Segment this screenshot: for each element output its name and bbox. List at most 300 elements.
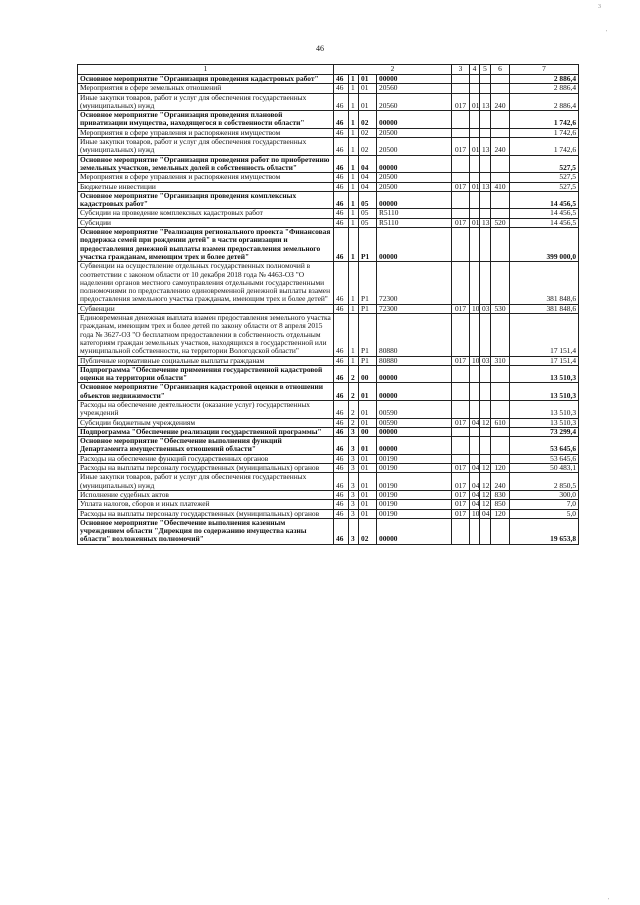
code-grbs: 017 bbox=[452, 304, 470, 313]
code-direction: 20560 bbox=[377, 93, 452, 111]
code-event: 04 bbox=[359, 182, 377, 191]
code-direction: 00190 bbox=[377, 509, 452, 518]
header-col-5: 5 bbox=[480, 65, 491, 75]
table-row bbox=[78, 418, 579, 427]
code-subprogram: 1 bbox=[349, 218, 359, 227]
code-subsection bbox=[480, 173, 491, 182]
code-grbs: 017 bbox=[452, 490, 470, 499]
code-subprogram: 1 bbox=[349, 356, 359, 365]
code-grbs bbox=[452, 383, 470, 401]
code-subsection bbox=[480, 518, 491, 544]
row-name: Основное мероприятие "Организация проведения кадастровых работ" bbox=[78, 75, 334, 84]
code-event: 01 bbox=[359, 383, 377, 401]
code-event: P1 bbox=[359, 304, 377, 313]
code-section bbox=[470, 437, 480, 455]
code-section: 10 bbox=[470, 356, 480, 365]
code-program: 46 bbox=[334, 473, 349, 491]
code-program: 46 bbox=[334, 111, 349, 129]
code-expense-type: 520 bbox=[491, 218, 510, 227]
row-name: Основное мероприятие "Организация проведения плановой приватизации имущества, находящегося в собственности области" bbox=[78, 111, 334, 129]
code-program: 46 bbox=[334, 128, 349, 137]
code-subprogram: 2 bbox=[349, 365, 359, 383]
table-row bbox=[78, 509, 579, 518]
code-grbs bbox=[452, 400, 470, 418]
code-grbs bbox=[452, 228, 470, 262]
code-subprogram: 2 bbox=[349, 418, 359, 427]
table-row bbox=[78, 155, 579, 173]
row-sum: 13 510,3 bbox=[510, 400, 579, 418]
code-expense-type bbox=[491, 209, 510, 218]
code-event: P1 bbox=[359, 314, 377, 356]
code-subsection bbox=[480, 437, 491, 455]
code-grbs: 017 bbox=[452, 418, 470, 427]
header-col-4: 4 bbox=[470, 65, 480, 75]
header-col-7: 7 bbox=[510, 65, 579, 75]
table-row bbox=[78, 518, 579, 544]
code-program: 46 bbox=[334, 490, 349, 499]
code-direction: 00000 bbox=[377, 191, 452, 209]
row-name: Бюджетные инвестиции bbox=[78, 182, 334, 191]
code-subsection bbox=[480, 111, 491, 129]
code-expense-type bbox=[491, 383, 510, 401]
code-grbs bbox=[452, 191, 470, 209]
code-section bbox=[470, 191, 480, 209]
code-grbs bbox=[452, 365, 470, 383]
code-subsection bbox=[480, 400, 491, 418]
row-name: Субвенции на осуществление отдельных государственных полномочий в соответствии с законом области от 10 декабря 2018 года № 4463-ОЗ "О наделении органов местного самоуправления отдельными государственными полномочиями по предоставлению единовременной денежной выплаты взамен предоставления земельного участка гражданам, имеющим трех и более детей" bbox=[78, 262, 334, 304]
code-program: 46 bbox=[334, 218, 349, 227]
code-grbs bbox=[452, 128, 470, 137]
code-expense-type: 410 bbox=[491, 182, 510, 191]
code-section: 04 bbox=[470, 418, 480, 427]
code-subprogram: 1 bbox=[349, 75, 359, 84]
row-sum: 381 848,6 bbox=[510, 262, 579, 304]
row-name: Расходы на обеспечение функций государственных органов bbox=[78, 454, 334, 463]
code-section: 01 bbox=[470, 218, 480, 227]
code-direction: 20560 bbox=[377, 84, 452, 93]
table-row bbox=[78, 84, 579, 93]
code-subprogram: 2 bbox=[349, 400, 359, 418]
code-program: 46 bbox=[334, 437, 349, 455]
header-col-1: 1 bbox=[78, 65, 334, 75]
row-sum: 73 299,4 bbox=[510, 427, 579, 436]
row-sum: 14 456,5 bbox=[510, 218, 579, 227]
code-grbs bbox=[452, 437, 470, 455]
code-event: 05 bbox=[359, 218, 377, 227]
code-expense-type bbox=[491, 84, 510, 93]
code-event: 02 bbox=[359, 138, 377, 156]
code-subsection: 12 bbox=[480, 473, 491, 491]
code-direction: 00000 bbox=[377, 111, 452, 129]
code-section bbox=[470, 314, 480, 356]
row-sum: 2 886,4 bbox=[510, 84, 579, 93]
code-grbs bbox=[452, 75, 470, 84]
row-sum: 13 510,3 bbox=[510, 418, 579, 427]
code-section bbox=[470, 365, 480, 383]
code-section bbox=[470, 228, 480, 262]
code-subprogram: 1 bbox=[349, 191, 359, 209]
margin-mark: 3 bbox=[598, 4, 601, 10]
table-row bbox=[78, 400, 579, 418]
table-row bbox=[78, 138, 579, 156]
code-direction: R5110 bbox=[377, 218, 452, 227]
code-section: 04 bbox=[470, 473, 480, 491]
row-sum: 527,5 bbox=[510, 155, 579, 173]
code-subsection: 12 bbox=[480, 500, 491, 509]
code-subprogram: 1 bbox=[349, 138, 359, 156]
code-direction: 80880 bbox=[377, 356, 452, 365]
code-expense-type bbox=[491, 173, 510, 182]
code-direction: 00590 bbox=[377, 418, 452, 427]
row-name: Мероприятия в сфере земельных отношений bbox=[78, 84, 334, 93]
code-subsection bbox=[480, 84, 491, 93]
code-program: 46 bbox=[334, 209, 349, 218]
row-sum: 17 151,4 bbox=[510, 356, 579, 365]
code-grbs bbox=[452, 155, 470, 173]
code-subsection: 04 bbox=[480, 509, 491, 518]
code-grbs bbox=[452, 427, 470, 436]
code-section bbox=[470, 111, 480, 129]
code-direction: 00190 bbox=[377, 454, 452, 463]
code-event: 01 bbox=[359, 454, 377, 463]
code-expense-type: 310 bbox=[491, 356, 510, 365]
row-sum: 381 848,6 bbox=[510, 304, 579, 313]
code-subsection bbox=[480, 228, 491, 262]
code-expense-type bbox=[491, 155, 510, 173]
code-subprogram: 1 bbox=[349, 173, 359, 182]
row-name: Подпрограмма "Обеспечение применения государственной кадастровой оценки на территории области" bbox=[78, 365, 334, 383]
code-expense-type bbox=[491, 437, 510, 455]
table-row bbox=[78, 437, 579, 455]
code-event: 01 bbox=[359, 84, 377, 93]
code-section: 04 bbox=[470, 464, 480, 473]
code-subprogram: 3 bbox=[349, 437, 359, 455]
code-program: 46 bbox=[334, 454, 349, 463]
code-section bbox=[470, 383, 480, 401]
row-name: Основное мероприятие "Организация кадастровой оценки в отношении объектов недвижимости" bbox=[78, 383, 334, 401]
code-expense-type bbox=[491, 365, 510, 383]
code-event: 02 bbox=[359, 111, 377, 129]
code-subsection bbox=[480, 209, 491, 218]
code-event: P1 bbox=[359, 228, 377, 262]
row-sum: 399 000,0 bbox=[510, 228, 579, 262]
code-program: 46 bbox=[334, 314, 349, 356]
code-expense-type: 120 bbox=[491, 464, 510, 473]
table-row bbox=[78, 500, 579, 509]
row-name: Основное мероприятие "Организация проведения работ по приобретению земельных участков, земельных долей в собственность области" bbox=[78, 155, 334, 173]
code-direction: 00000 bbox=[377, 383, 452, 401]
row-name: Субвенции bbox=[78, 304, 334, 313]
code-subsection: 12 bbox=[480, 464, 491, 473]
row-name: Единовременная денежная выплата взамен предоставления земельного участка гражданам, имеющим трех и более детей по закону области от 8 апреля 2015 года № 3627-ОЗ "О бесплатном предоставлении в собственность отдельным категориям граждан земельных участков, находящихся в государственной или муниципальной собственности, на территории Вологодской области" bbox=[78, 314, 334, 356]
code-program: 46 bbox=[334, 138, 349, 156]
code-program: 46 bbox=[334, 418, 349, 427]
table-row bbox=[78, 262, 579, 304]
code-event: P1 bbox=[359, 356, 377, 365]
code-direction: 00190 bbox=[377, 473, 452, 491]
table-row bbox=[78, 209, 579, 218]
code-event: 00 bbox=[359, 427, 377, 436]
margin-mark: ' bbox=[608, 898, 610, 904]
code-expense-type bbox=[491, 427, 510, 436]
code-direction: 20500 bbox=[377, 182, 452, 191]
row-sum: 53 645,6 bbox=[510, 437, 579, 455]
code-section bbox=[470, 400, 480, 418]
code-subprogram: 1 bbox=[349, 209, 359, 218]
code-expense-type bbox=[491, 75, 510, 84]
code-event: 05 bbox=[359, 209, 377, 218]
row-sum: 1 742,6 bbox=[510, 128, 579, 137]
code-direction: 00000 bbox=[377, 75, 452, 84]
code-direction: 00190 bbox=[377, 464, 452, 473]
code-program: 46 bbox=[334, 75, 349, 84]
row-sum: 13 510,3 bbox=[510, 365, 579, 383]
code-program: 46 bbox=[334, 228, 349, 262]
code-section: 01 bbox=[470, 138, 480, 156]
code-program: 46 bbox=[334, 356, 349, 365]
code-expense-type: 850 bbox=[491, 500, 510, 509]
code-program: 46 bbox=[334, 93, 349, 111]
code-direction: 00000 bbox=[377, 365, 452, 383]
row-sum: 2 886,4 bbox=[510, 75, 579, 84]
header-col-6: 6 bbox=[491, 65, 510, 75]
table-row bbox=[78, 191, 579, 209]
code-section: 01 bbox=[470, 182, 480, 191]
row-name: Исполнение судебных актов bbox=[78, 490, 334, 499]
code-subprogram: 1 bbox=[349, 228, 359, 262]
code-section bbox=[470, 262, 480, 304]
code-expense-type bbox=[491, 128, 510, 137]
code-direction: 72300 bbox=[377, 262, 452, 304]
row-name: Публичные нормативные социальные выплаты гражданам bbox=[78, 356, 334, 365]
code-subsection bbox=[480, 314, 491, 356]
code-subprogram: 3 bbox=[349, 518, 359, 544]
code-subprogram: 3 bbox=[349, 490, 359, 499]
row-name: Мероприятия в сфере управления и распоряжения имуществом bbox=[78, 173, 334, 182]
row-sum: 19 653,8 bbox=[510, 518, 579, 544]
code-expense-type: 240 bbox=[491, 138, 510, 156]
code-grbs: 017 bbox=[452, 464, 470, 473]
table-row bbox=[78, 111, 579, 129]
code-program: 46 bbox=[334, 365, 349, 383]
row-name: Иные закупки товаров, работ и услуг для обеспечения государственных (муниципальных) нужд bbox=[78, 93, 334, 111]
code-subsection: 03 bbox=[480, 356, 491, 365]
code-section bbox=[470, 173, 480, 182]
row-sum: 1 742,6 bbox=[510, 138, 579, 156]
code-event: 04 bbox=[359, 155, 377, 173]
row-name: Расходы на выплаты персоналу государственных (муниципальных) органов bbox=[78, 509, 334, 518]
code-subprogram: 1 bbox=[349, 155, 359, 173]
code-subprogram: 1 bbox=[349, 304, 359, 313]
code-program: 46 bbox=[334, 173, 349, 182]
code-expense-type bbox=[491, 111, 510, 129]
header-col-2: 2 bbox=[334, 65, 452, 75]
code-subsection: 13 bbox=[480, 93, 491, 111]
code-program: 46 bbox=[334, 509, 349, 518]
code-subprogram: 1 bbox=[349, 84, 359, 93]
page-number: 46 bbox=[316, 44, 324, 53]
code-section: 04 bbox=[470, 490, 480, 499]
code-section bbox=[470, 427, 480, 436]
row-name: Субсидии bbox=[78, 218, 334, 227]
code-direction: 20500 bbox=[377, 173, 452, 182]
row-name: Иные закупки товаров, работ и услуг для обеспечения государственных (муниципальных) нужд bbox=[78, 138, 334, 156]
code-expense-type: 830 bbox=[491, 490, 510, 499]
code-event: 01 bbox=[359, 464, 377, 473]
code-expense-type: 610 bbox=[491, 418, 510, 427]
code-program: 46 bbox=[334, 518, 349, 544]
code-event: 01 bbox=[359, 437, 377, 455]
code-grbs bbox=[452, 111, 470, 129]
code-subsection: 13 bbox=[480, 218, 491, 227]
row-name: Основное мероприятие "Обеспечение выполнения казенным учреждением области "Дирекция по содержанию имущества казны области" возложенных полномочий" bbox=[78, 518, 334, 544]
code-grbs bbox=[452, 209, 470, 218]
code-event: P1 bbox=[359, 262, 377, 304]
header-col-3: 3 bbox=[452, 65, 470, 75]
code-program: 46 bbox=[334, 400, 349, 418]
code-event: 01 bbox=[359, 75, 377, 84]
code-direction: 00190 bbox=[377, 490, 452, 499]
code-direction: 00590 bbox=[377, 400, 452, 418]
code-grbs bbox=[452, 314, 470, 356]
row-name: Субсидии на проведение комплексных кадастровых работ bbox=[78, 209, 334, 218]
table-row bbox=[78, 383, 579, 401]
code-program: 46 bbox=[334, 84, 349, 93]
code-subsection: 03 bbox=[480, 304, 491, 313]
code-event: 01 bbox=[359, 500, 377, 509]
code-event: 02 bbox=[359, 518, 377, 544]
code-event: 01 bbox=[359, 490, 377, 499]
code-subprogram: 1 bbox=[349, 93, 359, 111]
code-direction: R5110 bbox=[377, 209, 452, 218]
code-subprogram: 3 bbox=[349, 509, 359, 518]
row-name: Подпрограмма "Обеспечение реализации государственной программы" bbox=[78, 427, 334, 436]
code-grbs bbox=[452, 262, 470, 304]
code-subsection: 12 bbox=[480, 418, 491, 427]
code-program: 46 bbox=[334, 427, 349, 436]
code-subprogram: 3 bbox=[349, 464, 359, 473]
table-row bbox=[78, 228, 579, 262]
code-expense-type: 120 bbox=[491, 509, 510, 518]
code-expense-type bbox=[491, 314, 510, 356]
table-row bbox=[78, 365, 579, 383]
code-event: 01 bbox=[359, 400, 377, 418]
row-name: Расходы на обеспечение деятельности (оказание услуг) государственных учреждений bbox=[78, 400, 334, 418]
code-grbs bbox=[452, 173, 470, 182]
code-event: 01 bbox=[359, 473, 377, 491]
code-subsection bbox=[480, 262, 491, 304]
row-sum: 14 456,5 bbox=[510, 209, 579, 218]
code-direction: 00000 bbox=[377, 228, 452, 262]
code-subsection bbox=[480, 365, 491, 383]
row-name: Уплата налогов, сборов и иных платежей bbox=[78, 500, 334, 509]
row-sum: 2 886,4 bbox=[510, 93, 579, 111]
code-subprogram: 3 bbox=[349, 500, 359, 509]
code-subsection bbox=[480, 155, 491, 173]
code-direction: 00000 bbox=[377, 437, 452, 455]
row-name: Иные закупки товаров, работ и услуг для обеспечения государственных (муниципальных) нужд bbox=[78, 473, 334, 491]
code-program: 46 bbox=[334, 383, 349, 401]
code-subsection bbox=[480, 427, 491, 436]
code-section bbox=[470, 518, 480, 544]
margin-mark: ' bbox=[606, 30, 608, 36]
row-sum: 17 151,4 bbox=[510, 314, 579, 356]
code-subsection: 13 bbox=[480, 138, 491, 156]
code-event: 01 bbox=[359, 418, 377, 427]
code-subsection bbox=[480, 191, 491, 209]
row-name: Расходы на выплаты персоналу государственных (муниципальных) органов bbox=[78, 464, 334, 473]
code-event: 00 bbox=[359, 365, 377, 383]
table-row bbox=[78, 173, 579, 182]
code-subsection bbox=[480, 128, 491, 137]
code-section: 04 bbox=[470, 500, 480, 509]
code-grbs: 017 bbox=[452, 218, 470, 227]
code-grbs: 017 bbox=[452, 182, 470, 191]
code-grbs: 017 bbox=[452, 93, 470, 111]
row-name: Основное мероприятие "Обеспечение выполнения функций Департамента имущественных отношений области" bbox=[78, 437, 334, 455]
code-program: 46 bbox=[334, 182, 349, 191]
code-section: 01 bbox=[470, 93, 480, 111]
code-subprogram: 1 bbox=[349, 314, 359, 356]
code-event: 02 bbox=[359, 128, 377, 137]
code-expense-type bbox=[491, 518, 510, 544]
code-expense-type bbox=[491, 400, 510, 418]
code-grbs: 017 bbox=[452, 138, 470, 156]
code-expense-type bbox=[491, 262, 510, 304]
code-event: 04 bbox=[359, 173, 377, 182]
code-subprogram: 1 bbox=[349, 262, 359, 304]
code-event: 01 bbox=[359, 509, 377, 518]
row-name: Мероприятия в сфере управления и распоряжения имуществом bbox=[78, 128, 334, 137]
code-section bbox=[470, 209, 480, 218]
table-body bbox=[78, 75, 579, 545]
table-row bbox=[78, 473, 579, 491]
table-row bbox=[78, 356, 579, 365]
row-name: Основное мероприятие "Организация проведения комплексных кадастровых работ" bbox=[78, 191, 334, 209]
code-grbs: 017 bbox=[452, 509, 470, 518]
row-sum: 14 456,5 bbox=[510, 191, 579, 209]
code-subsection: 13 bbox=[480, 182, 491, 191]
code-direction: 72300 bbox=[377, 304, 452, 313]
code-subsection bbox=[480, 75, 491, 84]
code-subprogram: 1 bbox=[349, 111, 359, 129]
row-sum: 7,0 bbox=[510, 500, 579, 509]
row-sum: 527,5 bbox=[510, 182, 579, 191]
row-sum: 50 483,1 bbox=[510, 464, 579, 473]
code-direction: 20500 bbox=[377, 138, 452, 156]
row-sum: 527,5 bbox=[510, 173, 579, 182]
code-event: 05 bbox=[359, 191, 377, 209]
code-program: 46 bbox=[334, 155, 349, 173]
code-subprogram: 2 bbox=[349, 383, 359, 401]
table-row bbox=[78, 182, 579, 191]
row-sum: 13 510,3 bbox=[510, 383, 579, 401]
code-section bbox=[470, 84, 480, 93]
row-sum: 5,0 bbox=[510, 509, 579, 518]
code-grbs: 017 bbox=[452, 500, 470, 509]
code-expense-type: 240 bbox=[491, 473, 510, 491]
code-direction: 00000 bbox=[377, 155, 452, 173]
code-expense-type bbox=[491, 191, 510, 209]
code-expense-type: 530 bbox=[491, 304, 510, 313]
code-grbs bbox=[452, 84, 470, 93]
code-section bbox=[470, 155, 480, 173]
code-subprogram: 3 bbox=[349, 427, 359, 436]
code-subsection: 12 bbox=[480, 490, 491, 499]
code-expense-type bbox=[491, 228, 510, 262]
code-subprogram: 3 bbox=[349, 454, 359, 463]
code-expense-type: 240 bbox=[491, 93, 510, 111]
